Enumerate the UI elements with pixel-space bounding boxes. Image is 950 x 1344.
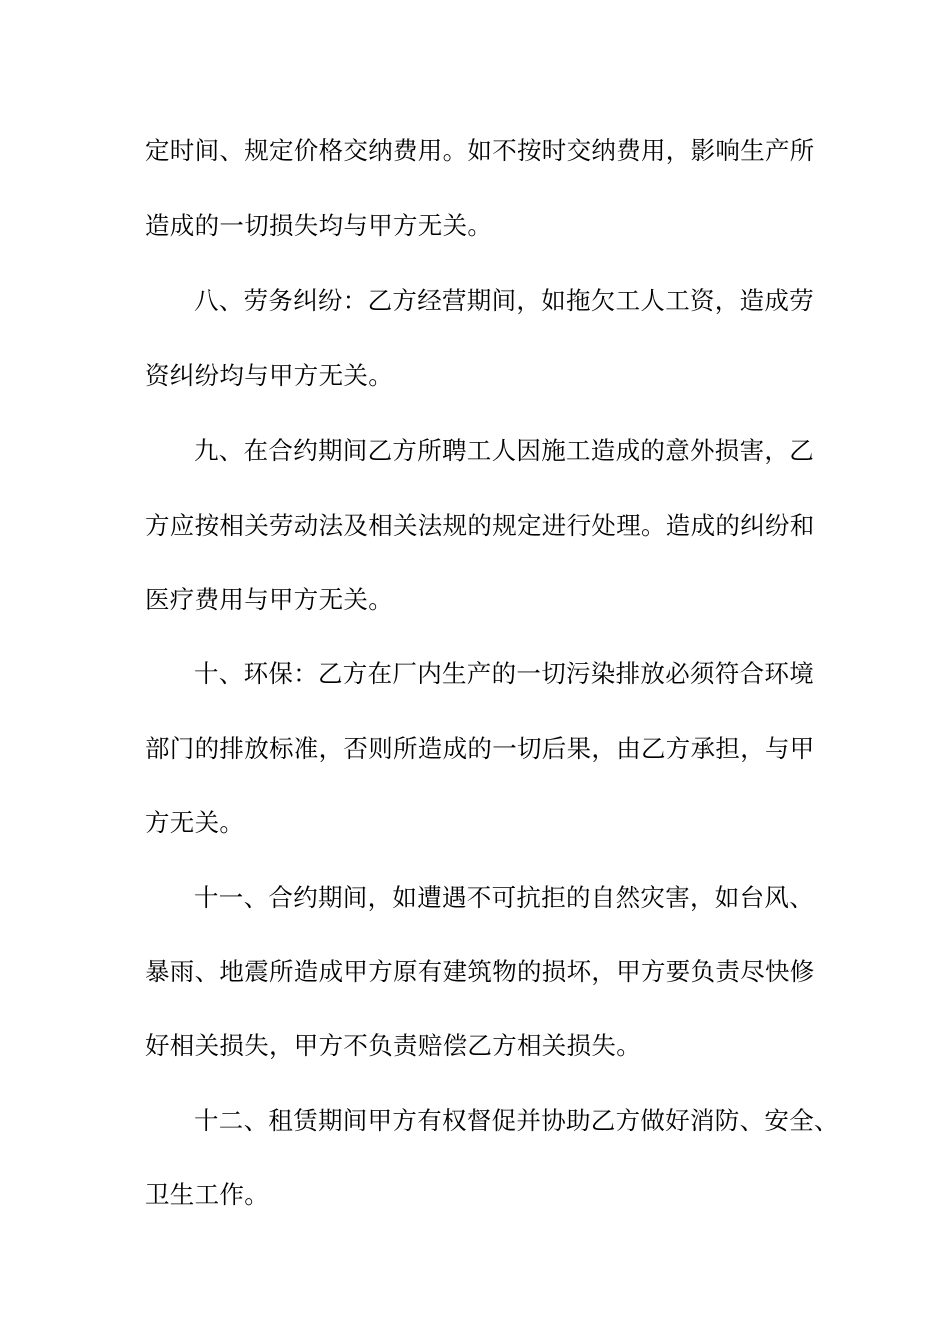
text-line: 方无关。 (145, 808, 245, 837)
text-line: 定时间、规定价格交纳费用。如不按时交纳费用，影响生产所 (145, 136, 815, 165)
text-line: 暴雨、地震所造成甲方原有建筑物的损坏，甲方要负责尽快修 (145, 957, 815, 986)
text-line: 方应按相关劳动法及相关法规的规定进行处理。造成的纠纷和 (145, 511, 815, 540)
paragraph-start-line: 十二、租赁期间甲方有权督促并协助乙方做好消防、安全、 (194, 1106, 839, 1135)
paragraph-start-line: 八、劳务纠纷：乙方经营期间，如拖欠工人工资，造成劳 (194, 286, 814, 315)
paragraph-start-line: 九、在合约期间乙方所聘工人因施工造成的意外损害，乙 (194, 436, 814, 465)
paragraph-start-line: 十、环保：乙方在厂内生产的一切污染排放必须符合环境 (194, 659, 814, 688)
text-line: 部门的排放标准，否则所造成的一切后果，由乙方承担，与甲 (145, 734, 815, 763)
text-line: 卫生工作。 (145, 1180, 269, 1209)
paragraph-start-line: 十一、合约期间，如遭遇不可抗拒的自然灾害，如台风、 (194, 883, 814, 912)
text-line: 好相关损失，甲方不负责赔偿乙方相关损失。 (145, 1031, 641, 1060)
text-line: 资纠纷均与甲方无关。 (145, 361, 393, 390)
text-line: 医疗费用与甲方无关。 (145, 585, 393, 614)
text-line: 造成的一切损失均与甲方无关。 (145, 211, 493, 240)
